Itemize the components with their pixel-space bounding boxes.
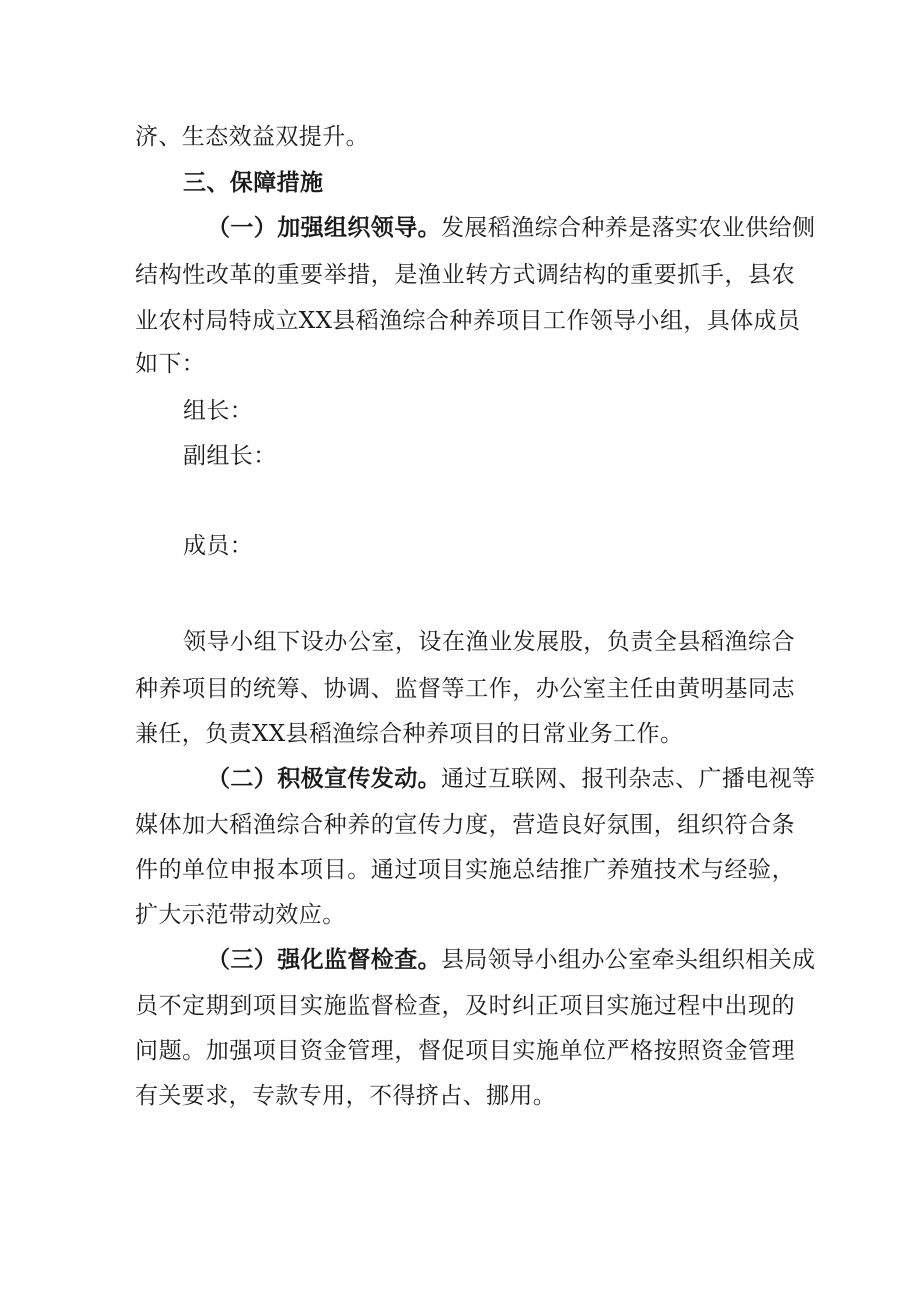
paragraph-supervision-line-3: 问题。加强项目资金管理，督促项目实施单位严格按照资金管理 [135, 1038, 795, 1064]
paragraph-organization-text: 发展稻渔综合种养是落实农业供给侧 [441, 215, 816, 241]
paragraph-publicity-text: 通过互联网、报刊杂志、广播电视等 [441, 766, 816, 792]
paragraph-supervision-text: 县局领导小组办公室牵头组织相关成 [441, 947, 816, 973]
paragraph-continuation-line: 济、生态效益双提升。 [135, 124, 369, 150]
role-leader-label: 组长： [183, 398, 254, 424]
subheading-supervision: （三）强化监督检查。 [207, 946, 441, 973]
section-heading: 三、保障措施 [183, 169, 324, 196]
paragraph-supervision-line-4: 有关要求，专款专用，不得挤占、挪用。 [135, 1083, 557, 1109]
paragraph-organization-line-4: 如下： [135, 351, 206, 377]
paragraph-publicity-line-4: 扩大示范带动效应。 [135, 902, 346, 928]
paragraph-supervision-line-2: 员不定期到项目实施监督检查，及时纠正项目实施过程中出现的 [135, 993, 795, 1019]
paragraph-office-line-3: 兼任，负责XX县稻渔综合种养项目的日常业务工作。 [135, 721, 684, 747]
paragraph-publicity-line-1 [207, 764, 816, 794]
paragraph-supervision-line-1 [207, 945, 816, 975]
role-members-label: 成员： [183, 533, 254, 559]
subheading-publicity: （二）积极宣传发动。 [207, 765, 441, 792]
paragraph-publicity-line-2: 媒体加大稻渔综合种养的宣传力度，营造良好氛围，组织符合条 [135, 812, 795, 838]
role-deputy-leader-label: 副组长： [183, 443, 277, 469]
paragraph-publicity-line-3: 件的单位申报本项目。通过项目实施总结推广养殖技术与经验， [135, 857, 795, 883]
paragraph-organization-line-2: 结构性改革的重要举措，是渔业转方式调结构的重要抓手，县农 [135, 262, 795, 288]
subheading-organization: （一）加强组织领导。 [207, 214, 441, 241]
paragraph-organization-line-1 [207, 213, 816, 243]
paragraph-office-line-2: 种养项目的统筹、协调、监督等工作，办公室主任由黄明基同志 [135, 676, 795, 702]
paragraph-organization-line-3: 业农村局特成立XX县稻渔综合种养项目工作领导小组，具体成员 [135, 308, 801, 334]
paragraph-office-line-1: 领导小组下设办公室，设在渔业发展股，负责全县稻渔综合 [183, 629, 795, 655]
